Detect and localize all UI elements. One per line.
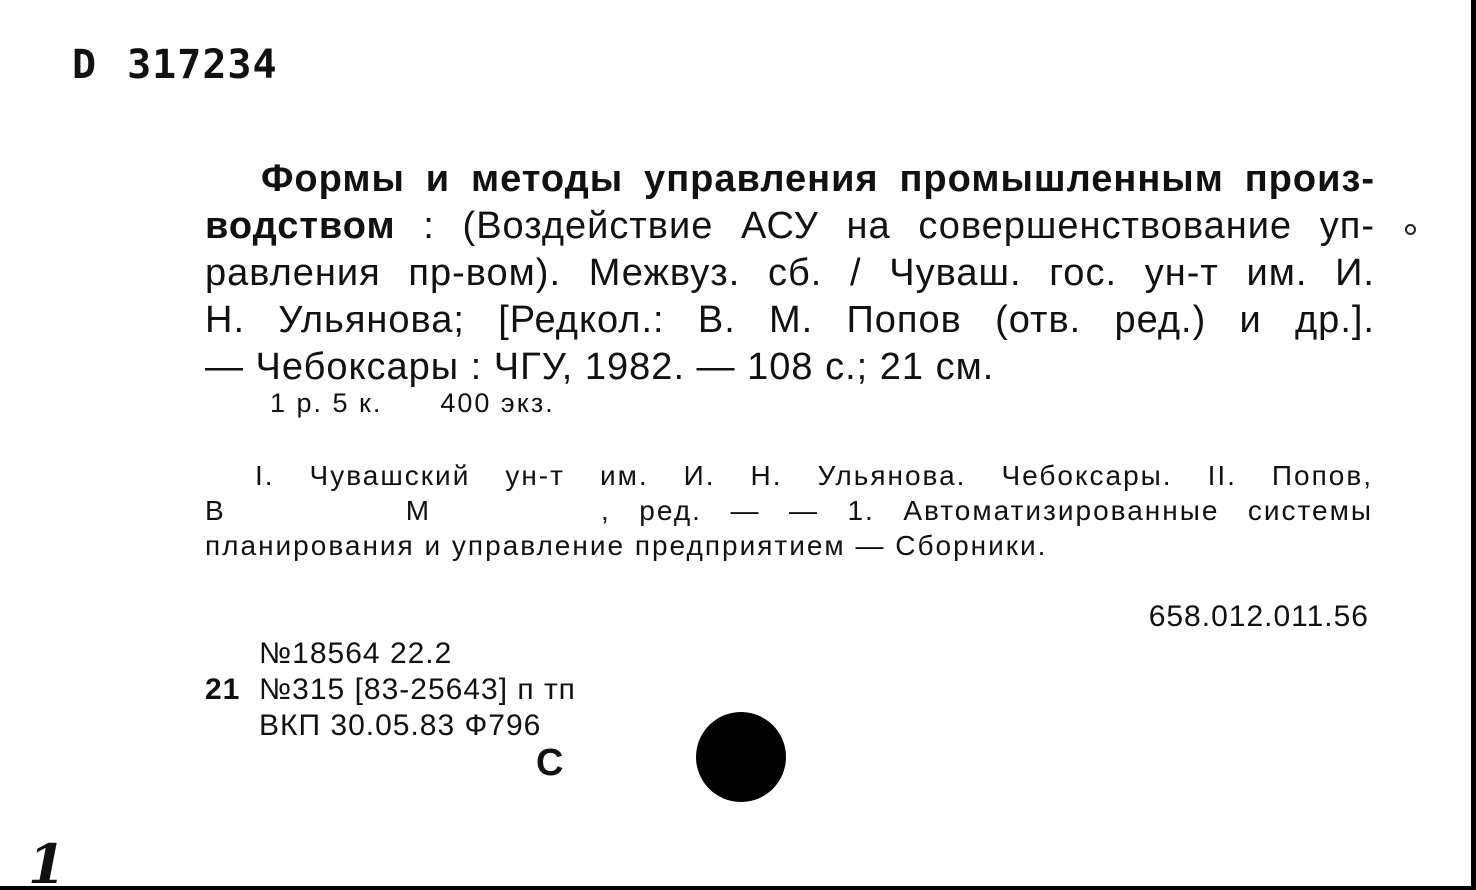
tracings bbox=[205, 458, 1373, 563]
price-line bbox=[270, 388, 555, 419]
copies-value: 400 экз. bbox=[440, 388, 555, 418]
title-line-1: Формы и методы управления промышленным произ- bbox=[261, 158, 1375, 200]
punch-hole bbox=[696, 712, 786, 802]
tracing-initial-m: М bbox=[405, 495, 432, 526]
title-end: водством bbox=[205, 205, 396, 247]
handwritten-mark: 1 bbox=[28, 832, 66, 890]
meta-row-2 bbox=[205, 672, 576, 708]
card-meta bbox=[205, 636, 576, 744]
price-value: 1 р. 5 к. bbox=[270, 388, 383, 418]
title-line-2 bbox=[205, 203, 1375, 250]
bibliographic-description bbox=[205, 156, 1375, 391]
meta-row-1: №18564 22.2 bbox=[259, 637, 453, 670]
udc-number: 658.012.011.56 bbox=[1148, 600, 1369, 633]
description-line-3: равления пр-вом). Межвуз. сб. / Чуваш. гос. ун-т им. И. bbox=[205, 252, 1375, 294]
call-number bbox=[72, 42, 278, 88]
tracing-initial-v: В bbox=[205, 495, 226, 526]
description-line-4: Н. Ульянова; [Редкол.: В. М. Попов (отв. ред.) и др.]. bbox=[205, 299, 1375, 341]
call-number-value: 317234 bbox=[127, 42, 278, 88]
stray-dot-mark bbox=[1405, 224, 1416, 235]
letter-c-mark: С bbox=[536, 742, 564, 784]
meta-row-2-num: 21 bbox=[205, 673, 241, 706]
subtitle-start: : (Воздействие АСУ на совершенствование уп- bbox=[395, 205, 1375, 247]
tracing-subject: , ред. — — 1. Автоматизированные системы bbox=[601, 495, 1373, 526]
meta-row-2-text: №315 [83-25643] п тп bbox=[259, 673, 576, 706]
tracing-line-2 bbox=[205, 493, 1373, 528]
imprint-line: — Чебоксары : ЧГУ, 1982. — 108 с.; 21 см. bbox=[205, 346, 995, 388]
tracing-line-1: I. Чувашский ун-т им. И. Н. Ульянова. Чебоксары. II. Попов, bbox=[255, 460, 1373, 491]
tracing-line-3: планирования и управление предприятием — Сборники. bbox=[205, 530, 1048, 561]
meta-row-3: ВКП 30.05.83 Ф796 bbox=[259, 709, 542, 742]
call-number-prefix: D bbox=[72, 42, 98, 88]
